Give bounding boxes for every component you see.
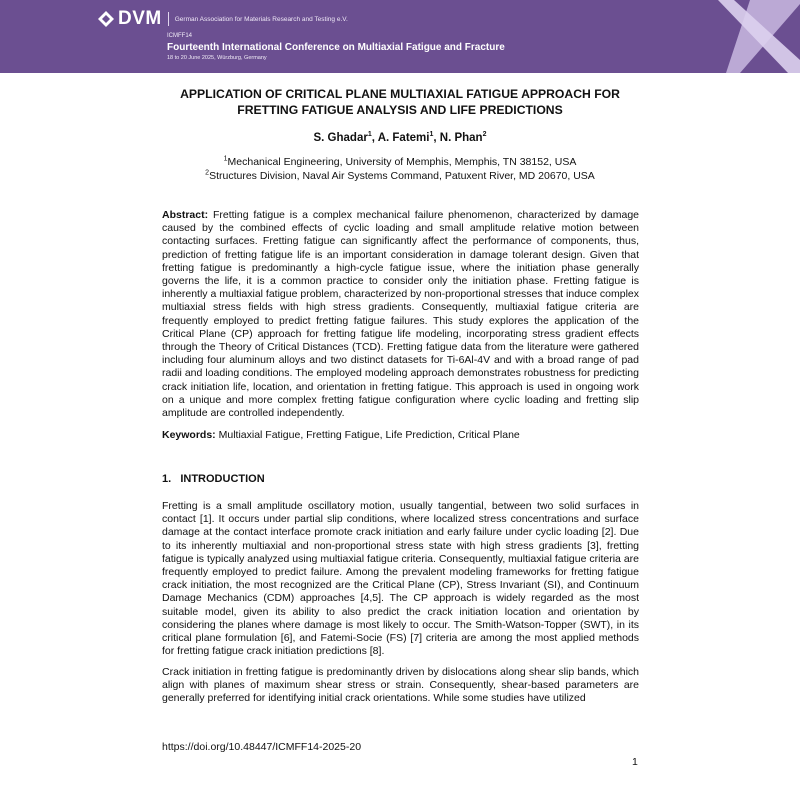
logo-divider (168, 12, 169, 26)
brand-subtitle: German Association for Materials Research and Testing e.V. (174, 15, 348, 23)
abstract (162, 209, 639, 420)
author-affiliation-mark: 2 (482, 131, 487, 139)
affiliation-text: Structures Division, Naval Air Systems Command, Patuxent River, MD 20670, USA (209, 170, 595, 182)
affiliation-mark: 1 (223, 155, 228, 163)
affiliation-mark: 2 (205, 169, 210, 177)
cross-decoration-icon (600, 0, 800, 73)
author: S. Ghadar (313, 132, 368, 144)
conference-title: Fourteenth International Conference on Multiaxial Fatigue and Fracture (167, 42, 505, 53)
intro-paragraph-1: Fretting is a small amplitude oscillatory motion, usually tangential, between two solid surfaces in contact [1]. It occurs under partial slip conditions, where localized stress concentrations and surface damage at the contact interface promote crack initiation and early failure under cyclic loading [2]. Due to its inherently multiaxial and non-proportional stress state with high stress gradients [3], fretting fatigue is typically analyzed using multiaxial fatigue criteria. Consequently, multiaxial fatigue criteria are frequently employed to predict failure. Among the prevalent modeling frameworks for fretting fatigue crack initiation, the most recognized are the Critical Plane (CP), Stress Invariant (SI), and Continuum Damage Mechanics (CDM) approaches [4,5]. The CP approach is widely regarded as the most suitable model, given its ability to also predict the crack initiation location and orientation by considering the planes where damage is most likely to occur. The Smith-Watson-Topper (SWT), in its critical plane formulation [6], and Fatemi-Socie (FS) [7] criteria are among the most applied methods for fretting fatigue crack initiation predictions [8]. (162, 500, 639, 658)
affiliation (100, 156, 700, 168)
conference-dates: 18 to 20 June 2025, Würzburg, Germany (167, 55, 267, 61)
author: N. Phan (439, 132, 483, 144)
intro-paragraph-2: Crack initiation in fretting fatigue is predominantly driven by dislocations along shear slip bands, which align with planes of maximum shear stress or strain. Consequently, shear-based parameters are generally preferred for identifying initial crack orientations. While some studies have utilized (162, 666, 639, 705)
affiliation-text: Mechanical Engineering, University of Memphis, Memphis, TN 38152, USA (227, 156, 577, 168)
doi-link[interactable]: https://doi.org/10.48447/ICMFF14-2025-20 (162, 741, 362, 753)
brand-name: DVM (118, 8, 162, 29)
section-heading-introduction: 1. INTRODUCTION (162, 473, 265, 485)
abstract-label: Abstract: (162, 209, 209, 221)
author-separator: , (371, 132, 378, 144)
paper-title (100, 86, 700, 118)
author-list (100, 132, 700, 144)
page-number: 1 (632, 756, 638, 768)
keywords-text: Multiaxial Fatigue, Fretting Fatigue, Life Prediction, Critical Plane (218, 429, 520, 441)
conference-header-band (0, 0, 800, 73)
dvm-logo (98, 8, 348, 30)
author-affiliation-mark: 1 (429, 131, 434, 139)
author-affiliation-mark: 1 (367, 131, 372, 139)
author-separator: , (433, 132, 440, 144)
dvm-logo-icon (98, 11, 114, 27)
affiliation (100, 170, 700, 182)
abstract-text: Fretting fatigue is a complex mechanical failure phenomenon, characterized by damage caused by the combined effects of cyclic loading and small amplitude relative motion between contacting surfaces. Fretting fatigue can significantly affect the performance of components, thus, prediction of fretting fatigue life is an important consideration in damage tolerant design. Given that fretting fatigue is predominantly a high-cycle fatigue issue, where the initiation phase generally governs the life, it is a common practice to consider only the initiation phase. Fretting fatigue is inherently a multiaxial fatigue problem, characterized by non-proportional stresses that induce complex multiaxial stress fields with high stress gradients. Consequently, multiaxial fatigue criteria are frequently employed to predict fretting fatigue failures. This study explores the application of the Critical Plane (CP) approach for fretting fatigue life modeling, incorporating stress gradient effects through the Theory of Critical Distances (TCD). Fretting fatigue data from the literature were gathered including four aluminum alloys and two distinct datasets for Ti-6Al-4V and with a broad range of pad radii and loading conditions. The employed modeling approach demonstrates robustness for predicting crack initiation life, location, and orientation in fretting fatigue. This approach is used in ongoing work on a unique and more complex fretting fatigue configuration where cyclic loading and fretting slip amplitude are controlled independently. (162, 209, 639, 420)
paper-title-line-2: FRETTING FATIGUE ANALYSIS AND LIFE PREDICTIONS (237, 103, 563, 117)
conference-code: ICMFF14 (167, 33, 193, 39)
keywords-label: Keywords: (162, 429, 216, 441)
author: A. Fatemi (377, 132, 430, 144)
paper-title-line-1: APPLICATION OF CRITICAL PLANE MULTIAXIAL FATIGUE APPROACH FOR (180, 87, 620, 101)
keywords (162, 429, 639, 442)
